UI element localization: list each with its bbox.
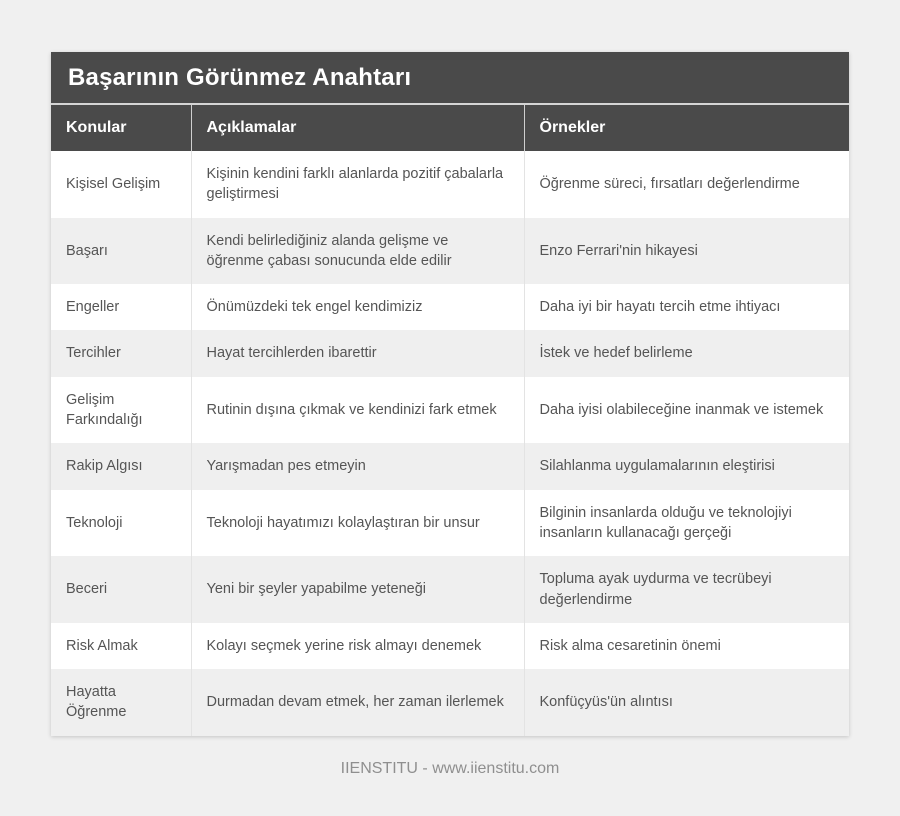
example-cell: Enzo Ferrari'nin hikayesi xyxy=(524,218,849,285)
table-row xyxy=(51,218,849,285)
table-row xyxy=(51,623,849,669)
table-row xyxy=(51,284,849,330)
table-row xyxy=(51,669,849,736)
topic-cell: Gelişim Farkındalığı xyxy=(66,391,143,429)
example-cell: Risk alma cesaretinin önemi xyxy=(524,623,849,669)
table-row xyxy=(51,490,849,557)
table-header xyxy=(51,105,849,151)
example-cell: Bilginin insanlarda olduğu ve teknolojiyi insanların kullanacağı gerçeği xyxy=(524,490,849,557)
description-cell: Hayat tercihlerden ibarettir xyxy=(191,330,524,376)
topic-cell: Risk Almak xyxy=(66,637,138,654)
description-cell: Önümüzdeki tek engel kendimiziz xyxy=(191,284,524,330)
description-cell: Yarışmadan pes etmeyin xyxy=(191,443,524,489)
description-cell: Rutinin dışına çıkmak ve kendinizi fark etmek xyxy=(191,377,524,444)
topic-cell: Teknoloji xyxy=(66,514,123,531)
column-header-descriptions: Açıklamalar xyxy=(191,105,524,151)
column-header-topics: Konular xyxy=(51,105,191,151)
topics-table xyxy=(51,105,849,736)
table-body xyxy=(51,151,849,736)
description-cell: Durmadan devam etmek, her zaman ilerlemek xyxy=(191,669,524,736)
table-row xyxy=(51,151,849,218)
example-cell: İstek ve hedef belirleme xyxy=(524,330,849,376)
example-cell: Daha iyi bir hayatı tercih etme ihtiyacı xyxy=(524,284,849,330)
table-row xyxy=(51,377,849,444)
description-cell: Yeni bir şeyler yapabilme yeteneği xyxy=(191,556,524,623)
example-cell: Silahlanma uygulamalarının eleştirisi xyxy=(524,443,849,489)
page-title: Başarının Görünmez Anahtarı xyxy=(51,52,849,105)
description-cell: Kişinin kendini farklı alanlarda pozitif çabalarla geliştirmesi xyxy=(191,151,524,218)
table-row xyxy=(51,330,849,376)
topic-cell: Başarı xyxy=(66,242,108,259)
example-cell: Öğrenme süreci, fırsatları değerlendirme xyxy=(524,151,849,218)
topic-cell: Rakip Algısı xyxy=(66,458,143,475)
table-row xyxy=(51,556,849,623)
content-card xyxy=(51,52,849,736)
table-row xyxy=(51,443,849,489)
example-cell: Konfüçyüs'ün alıntısı xyxy=(524,669,849,736)
column-header-examples: Örnekler xyxy=(524,105,849,151)
topic-cell: Tercihler xyxy=(66,345,121,362)
description-cell: Kolayı seçmek yerine risk almayı denemek xyxy=(191,623,524,669)
example-cell: Daha iyisi olabileceğine inanmak ve istemek xyxy=(524,377,849,444)
topic-cell: Engeller xyxy=(66,299,120,316)
footer-credit: IIENSTITU - www.iienstitu.com xyxy=(340,759,560,777)
topic-cell: Beceri xyxy=(66,581,108,598)
description-cell: Kendi belirlediğiniz alanda gelişme ve öğrenme çabası sonucunda elde edilir xyxy=(191,218,524,285)
description-cell: Teknoloji hayatımızı kolaylaştıran bir unsur xyxy=(191,490,524,557)
topic-cell: Hayatta Öğrenme xyxy=(66,684,127,721)
example-cell: Topluma ayak uydurma ve tecrübeyi değerlendirme xyxy=(524,556,849,623)
topic-cell: Kişisel Gelişim xyxy=(66,176,161,193)
